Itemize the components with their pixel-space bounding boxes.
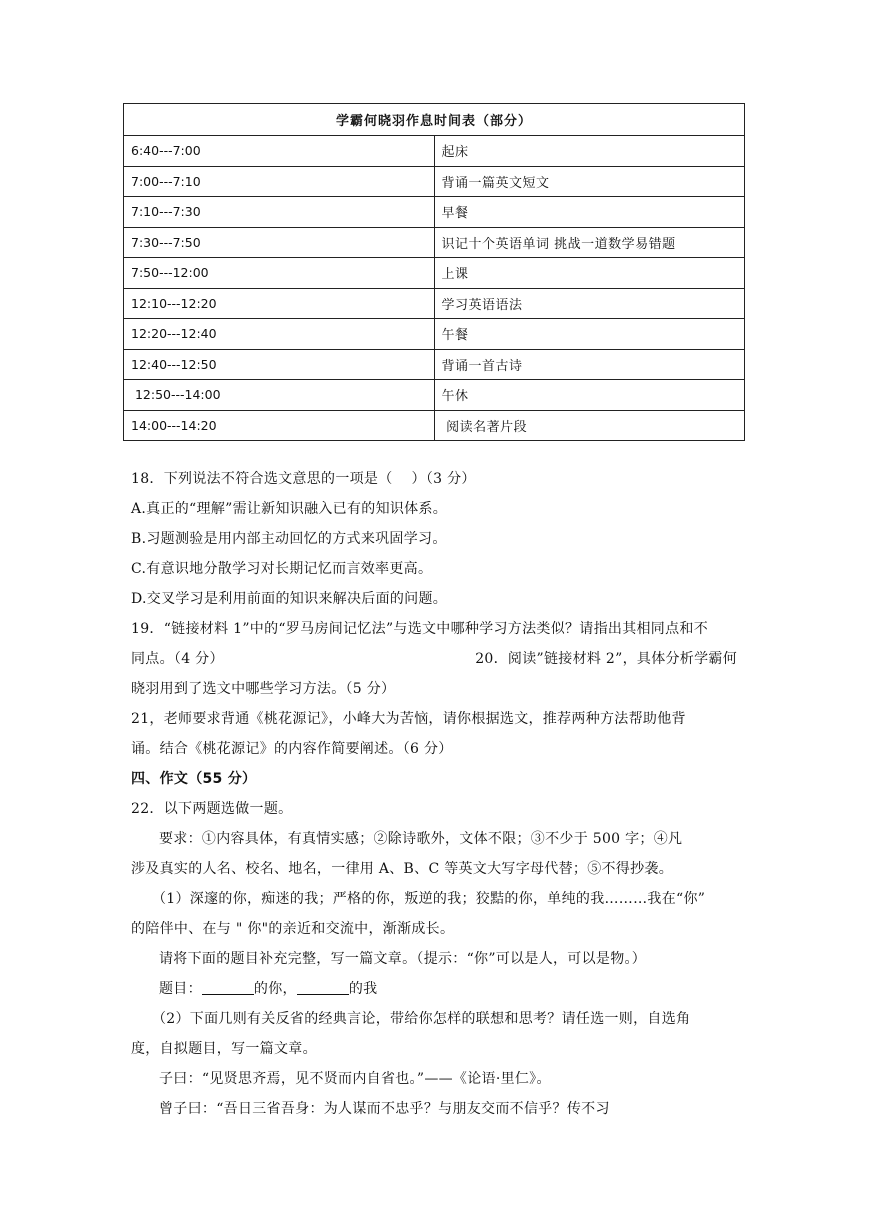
table-row [124,319,745,350]
question-20-part1: 20．阅读”链接材料 2”，具体分析学霸何 [475,651,737,667]
time-cell: 12:20---12:40 [124,319,435,350]
activity-cell: 午餐 [434,319,745,350]
time-cell: 12:50---14:00 [124,380,435,411]
option-d: D.交叉学习是利用前面的知识来解决后面的问题。 [131,591,448,607]
title-suffix: 的我 [348,981,378,997]
question-21-line1: 21，老师要求背通《桃花源记》，小峰大为苦恼，请你根据选文，推荐两种方法帮助他背 [131,711,686,727]
question-19-line2: 同点。（4 分） [131,651,224,667]
activity-cell: 午休 [434,380,745,411]
option-a: A.真正的“理解”需让新知识融入已有的知识体系。 [131,501,448,517]
table-row [124,197,745,228]
time-cell: 6:40---7:00 [124,136,435,167]
time-cell: 12:40---12:50 [124,349,435,380]
activity-cell: 起床 [434,136,745,167]
activity-cell: 上课 [434,258,745,289]
requirements-line1: 要求：①内容具体，有真情实感；②除诗歌外，文体不限；③不少于 500 字；④凡 [159,831,683,847]
time-cell: 12:10---12:20 [124,288,435,319]
time-cell: 7:00---7:10 [124,166,435,197]
question-22: 22．以下两题选做一题。 [131,801,293,817]
activity-cell: 识记十个英语单词 挑战一道数学易错题 [434,227,745,258]
schedule-title-row [124,104,745,136]
question-19-line1: 19．“链接材料 1”中的“罗马房间记忆法”与选文中哪种学习方法类似？请指出其相同点和不 [131,621,708,637]
question-20-part2: 晓羽用到了选文中哪些学习方法。（5 分） [131,681,396,697]
option-c: C.有意识地分散学习对长期记忆而言效率更高。 [131,561,433,577]
table-row [124,349,745,380]
table-row [124,380,745,411]
quote-2: 曾子曰：“吾日三省吾身：为人谋而不忠乎？与朋友交而不信乎？传不习 [159,1101,610,1117]
question-19-20-line [131,644,737,674]
activity-cell: 阅读名著片段 [434,410,745,441]
time-cell: 7:50---12:00 [124,258,435,289]
topic2-line1: （2）下面几则有关反省的经典言论，带给你怎样的联想和思考？请任选一则，自选角 [152,1011,691,1027]
time-cell: 14:00---14:20 [124,410,435,441]
option-b: B.习题测验是用内部主动回忆的方式来巩固学习。 [131,531,447,547]
table-row [124,410,745,441]
requirements-line2: 涉及真实的人名、校名、地名，一律用 A、B、C 等英文大写字母代替；⑤不得抄袭。 [131,861,674,877]
topic1-line1: （1）深邃的你，痴迷的我；严格的你，叛逆的我；狡黠的你，单纯的我………我在“你” [152,891,706,907]
activity-cell: 早餐 [434,197,745,228]
activity-cell: 学习英语语法 [434,288,745,319]
activity-cell: 背诵一首古诗 [434,349,745,380]
topic1-line3: 请将下面的题目补充完整，写一篇文章。（提示：“你”可以是人，可以是物。） [159,951,647,967]
table-row [124,288,745,319]
question-21-line2: 诵。结合《桃花源记》的内容作简要阐述。（6 分） [131,741,453,757]
topic2-line2: 度，自拟题目，写一篇文章。 [131,1041,317,1057]
activity-cell: 背诵一篇英文短文 [434,166,745,197]
table-row [124,136,745,167]
table-row [124,227,745,258]
time-cell: 7:10---7:30 [124,197,435,228]
table-row [124,258,745,289]
topic1-line2: 的陪伴中、在与 " 你"的亲近和交流中，渐渐成长。 [131,921,455,937]
question-18-stem: 18．下列说法不符合选文意思的一项是（ ）（3 分） [131,471,476,487]
time-cell: 7:30---7:50 [124,227,435,258]
document-body [131,464,737,1124]
title-prefix: 题目： [159,981,202,997]
title-blank-2[interactable] [297,978,349,995]
title-mid: 的你， [253,981,297,997]
table-row [124,166,745,197]
schedule-title: 学霸何晓羽作息时间表（部分） [124,104,745,136]
quote-1: 子曰：“见贤思齐焉，见不贤而内自省也。”——《论语·里仁》。 [159,1071,551,1087]
title-blank-1[interactable] [202,978,254,995]
schedule-table [123,103,745,441]
essay-title-line [131,974,737,1004]
section-heading: 四、作文（55 分） [131,771,257,787]
